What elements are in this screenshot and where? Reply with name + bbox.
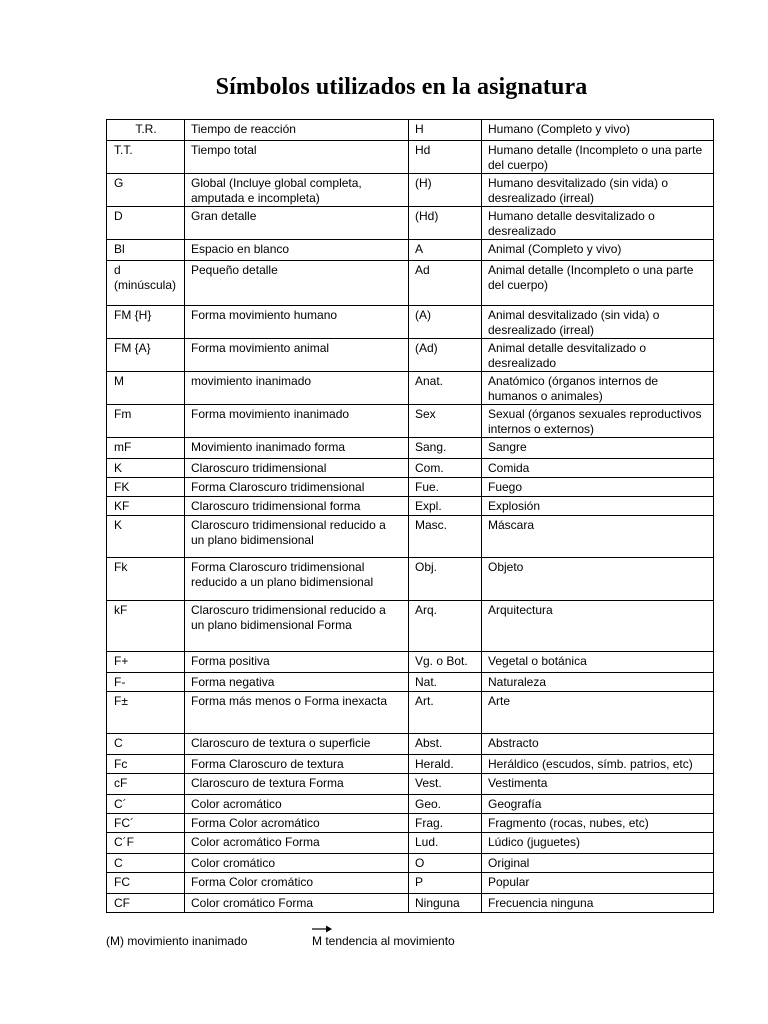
cell-meaning: Objeto (482, 558, 714, 601)
cell-description: Color cromático Forma (185, 894, 409, 913)
cell-code: (H) (409, 174, 482, 207)
table-row (107, 673, 714, 692)
cell-description: Pequeño detalle (185, 261, 409, 306)
cell-description: Claroscuro de textura o superficie (185, 734, 409, 755)
cell-meaning: Animal detalle desvitalizado o desrealizado (482, 339, 714, 372)
cell-code: Vg. o Bot. (409, 652, 482, 673)
table-row (107, 405, 714, 438)
cell-symbol: d (minúscula) (107, 261, 185, 306)
cell-symbol: C´ (107, 795, 185, 814)
table-row (107, 692, 714, 734)
cell-meaning: Arte (482, 692, 714, 734)
table-row (107, 339, 714, 372)
cell-code: Anat. (409, 372, 482, 405)
cell-meaning: Humano detalle desvitalizado o desrealizado (482, 207, 714, 240)
cell-code: Ninguna (409, 894, 482, 913)
cell-description: Forma negativa (185, 673, 409, 692)
table-row (107, 734, 714, 755)
table-row (107, 854, 714, 873)
cell-symbol: Fk (107, 558, 185, 601)
cell-symbol: F+ (107, 652, 185, 673)
cell-meaning: Heráldico (escudos, símb. patrios, etc) (482, 755, 714, 774)
cell-symbol: G (107, 174, 185, 207)
table-row (107, 601, 714, 652)
table-row (107, 833, 714, 854)
cell-code: Ad (409, 261, 482, 306)
cell-symbol: Fc (107, 755, 185, 774)
cell-code: (A) (409, 306, 482, 339)
cell-symbol: F± (107, 692, 185, 734)
cell-code: O (409, 854, 482, 873)
cell-code: Art. (409, 692, 482, 734)
table-row (107, 755, 714, 774)
cell-description: Claroscuro tridimensional forma (185, 497, 409, 516)
cell-description: Claroscuro de textura Forma (185, 774, 409, 795)
table-row (107, 497, 714, 516)
cell-meaning: Vegetal o botánica (482, 652, 714, 673)
cell-description: Forma Claroscuro de textura (185, 755, 409, 774)
cell-symbol: kF (107, 601, 185, 652)
cell-code: Nat. (409, 673, 482, 692)
cell-description: Global (Incluye global completa, amputada e incompleta) (185, 174, 409, 207)
cell-code: Com. (409, 459, 482, 478)
cell-description: Color cromático (185, 854, 409, 873)
cell-meaning: Arquitectura (482, 601, 714, 652)
cell-symbol: Fm (107, 405, 185, 438)
footer-note-tendency: M tendencia al movimiento (312, 934, 455, 948)
cell-code: Arq. (409, 601, 482, 652)
cell-code: Obj. (409, 558, 482, 601)
table-row (107, 306, 714, 339)
cell-code: Abst. (409, 734, 482, 755)
cell-code: Vest. (409, 774, 482, 795)
table-row (107, 795, 714, 814)
cell-meaning: Máscara (482, 516, 714, 558)
cell-code: P (409, 873, 482, 894)
table-row (107, 438, 714, 459)
cell-symbol: T.R. (107, 120, 185, 141)
cell-description: Tiempo total (185, 141, 409, 174)
cell-description: Forma más menos o Forma inexacta (185, 692, 409, 734)
right-arrow-icon (312, 924, 332, 934)
symbols-table-body (107, 120, 714, 913)
table-row (107, 207, 714, 240)
cell-description: Forma Claroscuro tridimensional (185, 478, 409, 497)
cell-meaning: Humano desvitalizado (sin vida) o desrealizado (irreal) (482, 174, 714, 207)
cell-symbol: FC (107, 873, 185, 894)
cell-meaning: Popular (482, 873, 714, 894)
cell-description: Forma movimiento animal (185, 339, 409, 372)
cell-symbol: K (107, 516, 185, 558)
cell-symbol: KF (107, 497, 185, 516)
table-row (107, 774, 714, 795)
cell-symbol: T.T. (107, 141, 185, 174)
cell-meaning: Sangre (482, 438, 714, 459)
table-row (107, 652, 714, 673)
cell-code: Fue. (409, 478, 482, 497)
cell-meaning: Naturaleza (482, 673, 714, 692)
table-row (107, 558, 714, 601)
cell-description: Claroscuro tridimensional (185, 459, 409, 478)
cell-code: Expl. (409, 497, 482, 516)
cell-symbol: M (107, 372, 185, 405)
table-row (107, 174, 714, 207)
cell-code: A (409, 240, 482, 261)
cell-meaning: Lúdico (juguetes) (482, 833, 714, 854)
cell-code: Sex (409, 405, 482, 438)
cell-code: Frag. (409, 814, 482, 833)
symbols-table (106, 119, 714, 913)
cell-meaning: Animal desvitalizado (sin vida) o desrealizado (irreal) (482, 306, 714, 339)
cell-meaning: Explosión (482, 497, 714, 516)
cell-description: Forma Color acromático (185, 814, 409, 833)
cell-meaning: Humano detalle (Incompleto o una parte del cuerpo) (482, 141, 714, 174)
cell-meaning: Anatómico (órganos internos de humanos o animales) (482, 372, 714, 405)
cell-description: movimiento inanimado (185, 372, 409, 405)
cell-symbol: D (107, 207, 185, 240)
table-row (107, 372, 714, 405)
cell-code: Hd (409, 141, 482, 174)
cell-code: Sang. (409, 438, 482, 459)
cell-meaning: Sexual (órganos sexuales reproductivos internos o externos) (482, 405, 714, 438)
cell-code: Herald. (409, 755, 482, 774)
cell-description: Gran detalle (185, 207, 409, 240)
table-row (107, 814, 714, 833)
cell-description: Claroscuro tridimensional reducido a un plano bidimensional (185, 516, 409, 558)
footer-note-inanimate: (M) movimiento inanimado (106, 934, 248, 948)
table-row (107, 873, 714, 894)
cell-symbol: FM {A} (107, 339, 185, 372)
cell-description: Color acromático Forma (185, 833, 409, 854)
cell-description: Tiempo de reacción (185, 120, 409, 141)
cell-meaning: Geografía (482, 795, 714, 814)
cell-symbol: Bl (107, 240, 185, 261)
cell-code: Geo. (409, 795, 482, 814)
cell-description: Forma positiva (185, 652, 409, 673)
table-row (107, 459, 714, 478)
cell-meaning: Abstracto (482, 734, 714, 755)
cell-symbol: cF (107, 774, 185, 795)
cell-code: (Ad) (409, 339, 482, 372)
cell-description: Color acromático (185, 795, 409, 814)
cell-symbol: C´F (107, 833, 185, 854)
table-row (107, 516, 714, 558)
cell-meaning: Humano (Completo y vivo) (482, 120, 714, 141)
cell-symbol: CF (107, 894, 185, 913)
cell-description: Espacio en blanco (185, 240, 409, 261)
cell-symbol: F- (107, 673, 185, 692)
cell-meaning: Fuego (482, 478, 714, 497)
cell-code: (Hd) (409, 207, 482, 240)
table-row (107, 478, 714, 497)
cell-code: Lud. (409, 833, 482, 854)
cell-code: Masc. (409, 516, 482, 558)
cell-meaning: Original (482, 854, 714, 873)
cell-description: Forma movimiento humano (185, 306, 409, 339)
cell-meaning: Fragmento (rocas, nubes, etc) (482, 814, 714, 833)
cell-symbol: C (107, 734, 185, 755)
page-title: Símbolos utilizados en la asignatura (215, 74, 588, 100)
cell-description: Forma Color cromático (185, 873, 409, 894)
table-row (107, 141, 714, 174)
cell-description: Movimiento inanimado forma (185, 438, 409, 459)
cell-symbol: FC´ (107, 814, 185, 833)
cell-symbol: C (107, 854, 185, 873)
cell-symbol: FK (107, 478, 185, 497)
cell-meaning: Animal (Completo y vivo) (482, 240, 714, 261)
cell-symbol: K (107, 459, 185, 478)
cell-meaning: Frecuencia ninguna (482, 894, 714, 913)
cell-code: H (409, 120, 482, 141)
cell-description: Forma Claroscuro tridimensional reducido a un plano bidimensional (185, 558, 409, 601)
table-row (107, 120, 714, 141)
cell-description: Claroscuro tridimensional reducido a un plano bidimensional Forma (185, 601, 409, 652)
cell-symbol: mF (107, 438, 185, 459)
cell-meaning: Vestimenta (482, 774, 714, 795)
cell-description: Forma movimiento inanimado (185, 405, 409, 438)
cell-symbol: FM {H} (107, 306, 185, 339)
table-row (107, 261, 714, 306)
table-row (107, 894, 714, 913)
table-row (107, 240, 714, 261)
cell-meaning: Comida (482, 459, 714, 478)
cell-meaning: Animal detalle (Incompleto o una parte del cuerpo) (482, 261, 714, 306)
